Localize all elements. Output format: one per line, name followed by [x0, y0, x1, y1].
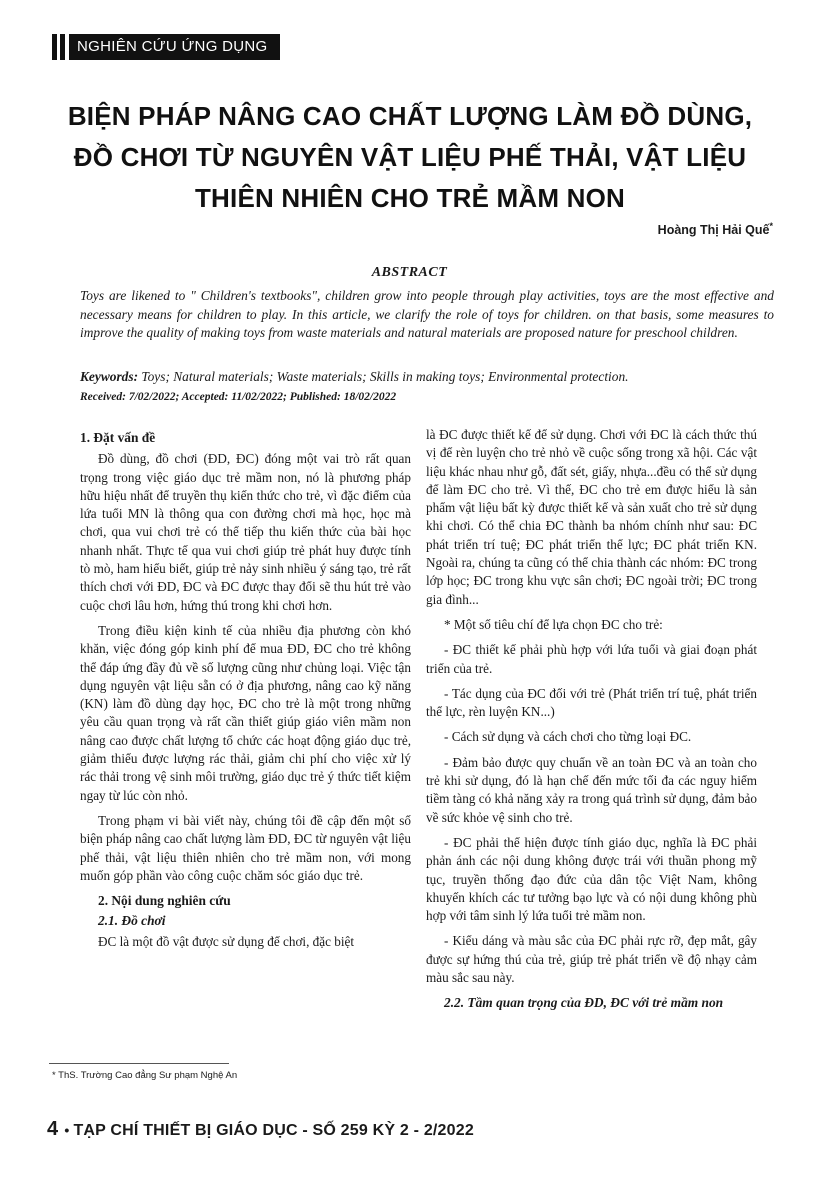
- publication-dates: Received: 7/02/2022; Accepted: 11/02/2022; Published: 18/02/2022: [80, 391, 397, 403]
- list-item: - Kiểu dáng và màu sắc của ĐC phải rực rỡ, đẹp mắt, gây được sự hứng thú của trẻ, giúp trẻ phát triển về độ nhạy cảm màu sắc sau này.: [426, 933, 757, 986]
- heading-importance: 2.2. Tầm quan trọng của ĐD, ĐC với trẻ mầm non: [444, 995, 724, 1011]
- abstract-body: Toys are likened to " Children's textbooks", children grow into people through play activities, toys are the most effective and necessary means for children to play. In this article, we clarify the role of toys for children. on that basis, some measures to improve the quality of making toys from waste materials and natural materials are proposed nature for preschool children.: [80, 288, 774, 340]
- left-column: [80, 426, 411, 958]
- article-title: [60, 96, 760, 219]
- title-line: ĐỒ CHƠI TỪ NGUYÊN VẬT LIỆU PHẾ THẢI, VẬT LIỆU: [73, 142, 747, 172]
- footnote: * ThS. Trường Cao đẳng Sư phạm Nghệ An: [52, 1070, 238, 1081]
- list-item: - Cách sử dụng và cách chơi cho từng loại ĐC.: [444, 729, 692, 745]
- abstract-heading: ABSTRACT: [371, 265, 448, 280]
- author-footnote-mark: *: [769, 221, 773, 231]
- section-label: NGHIÊN CỨU ỨNG DỤNG: [69, 34, 280, 60]
- journal-name: TẠP CHÍ THIẾT BỊ GIÁO DỤC - SỐ 259 KỲ 2 - 2/2022: [73, 1122, 474, 1139]
- list-item: - Đảm bảo được quy chuẩn về an toàn ĐC và an toàn cho trẻ khi sử dụng, đó là hạn chế đến mức tối đa các nguy hiểm tiềm tàng có khả năng xảy ra trong quá trình sử dụng, đảm bảo về sức khỏe vệ sinh cho trẻ.: [426, 754, 757, 825]
- keywords: [80, 368, 774, 387]
- author-name: Hoàng Thị Hải Quế: [657, 223, 770, 238]
- paragraph: ĐC là một đồ vật được sử dụng để chơi, đặc biệt: [98, 933, 355, 949]
- page-number: 4: [47, 1118, 59, 1140]
- title-line: BIỆN PHÁP NÂNG CAO CHẤT LƯỢNG LÀM ĐỒ DÙNG,: [67, 101, 753, 131]
- footnote-divider: [49, 1063, 229, 1064]
- header-bars-decoration: [52, 34, 65, 60]
- keywords-label: Keywords:: [80, 369, 139, 384]
- keywords-list: Toys; Natural materials; Waste materials; Skills in making toys; Environmental protection.: [138, 369, 629, 384]
- footer-bullet: •: [64, 1122, 70, 1138]
- right-column: [426, 426, 757, 1015]
- heading-toys: 2.1. Đồ chơi: [98, 913, 166, 929]
- author: [658, 221, 773, 237]
- paragraph: Trong điều kiện kinh tế của nhiều địa phương còn khó khăn, việc đóng góp kinh phí để mua ĐD, ĐC cho trẻ không thể đáp ứng đầy đủ về số lượng cũng như chủng loại. Việc tận dụng nguyên vật liệu sẵn có ở địa phương, nâng cao kỹ năng (KN) làm đồ dùng dạy học, ĐC cho trẻ là một trong những yêu cầu quan trọng và rất cần thiết giúp giáo viên mầm non nâng cao được chất lượng tổ chức các hoạt động giáo dục trẻ, giảm thiểu được lượng rác thải, giảm chi phí cho việc xử lý rác thải trong vệ sinh môi trường, giáo dục trẻ ý thức tiết kiệm ngay từ lúc còn nhỏ.: [80, 622, 411, 803]
- list-item: - ĐC thiết kế phải phù hợp với lứa tuổi và giai đoạn phát triển của trẻ.: [426, 642, 757, 676]
- paragraph: Đồ dùng, đồ chơi (ĐD, ĐC) đóng một vai trò rất quan trọng trong việc giáo dục trẻ mầm non, nó là phương pháp hữu hiệu nhất để truyền thụ kiến thức cho trẻ, vì đặc điểm của lứa tuổi MN là thông qua con đường chơi mà học, học mà chơi, qua vui chơi trẻ có thể tiếp thu kiến thức của bài học nhanh nhất. Thực tế qua vui chơi giúp trẻ phát huy được tính tò mò, ham hiểu biết, giúp trẻ nảy sinh nhiều ý sáng tạo, trẻ rất thích chơi với ĐD, ĐC và ĐC được thay đổi sẽ thu hút trẻ vào cuộc chơi lâu hơn, hứng thú trong khi chơi hơn.: [80, 451, 411, 613]
- title-line: THIÊN NHIÊN CHO TRẺ MẦM NON: [194, 183, 626, 213]
- paragraph: * Một số tiêu chí để lựa chọn ĐC cho trẻ:: [444, 616, 663, 632]
- paragraph: là ĐC được thiết kế để sử dụng. Chơi với ĐC là cách thức thú vị để rèn luyện cho trẻ nhỏ về cuộc sống trong xã hội. Các vật liệu khác nhau như gỗ, đất sét, giấy, nhựa...đều có thể sử dụng để làm ĐC cho trẻ. Vì thế, ĐC cho trẻ em được hiểu là sản phẩm vật liệu bất kỳ được thiết kế và sản xuất cho trẻ sử dụng khi chơi. Có thể chia ĐC thành ba nhóm chính như sau: ĐC phát triển trí tuệ; ĐC phát triển thể lực; ĐC phát triển KN. Ngoài ra, chúng ta cũng có thể chia thành các nhóm: ĐC trong lớp học; ĐC trong khu vực sân chơi; ĐC ngoài trời; ĐC trong gia đình...: [426, 427, 757, 607]
- heading-introduction: 1. Đặt vấn đề: [80, 430, 156, 445]
- list-item: - ĐC phải thể hiện được tính giáo dục, nghĩa là ĐC phải phản ánh các nội dung không được trái với thuần phong mỹ tục, truyền thống đạo đức của dân tộc Việt Nam, không khuyến khích các tư tưởng bạo lực và có nội dung không phù hợp với tâm sinh lý lứa tuổi trẻ mầm non.: [426, 834, 757, 924]
- list-item: - Tác dụng của ĐC đối với trẻ (Phát triển trí tuệ, phát triển thể lực, rèn luyện KN...): [426, 685, 757, 720]
- paragraph: Trong phạm vi bài viết này, chúng tôi đề cập đến một số biện pháp nâng cao chất lượng làm ĐD, ĐC từ nguyên vật liệu phế thải, vật liệu thiên nhiên cho trẻ mầm non, với mong muốn góp phần vào công cuộc chăm sóc giáo dục trẻ.: [80, 812, 411, 883]
- section-header: [52, 34, 280, 60]
- heading-research-content: 2. Nội dung nghiên cứu: [98, 893, 231, 909]
- page-footer: [47, 1118, 474, 1141]
